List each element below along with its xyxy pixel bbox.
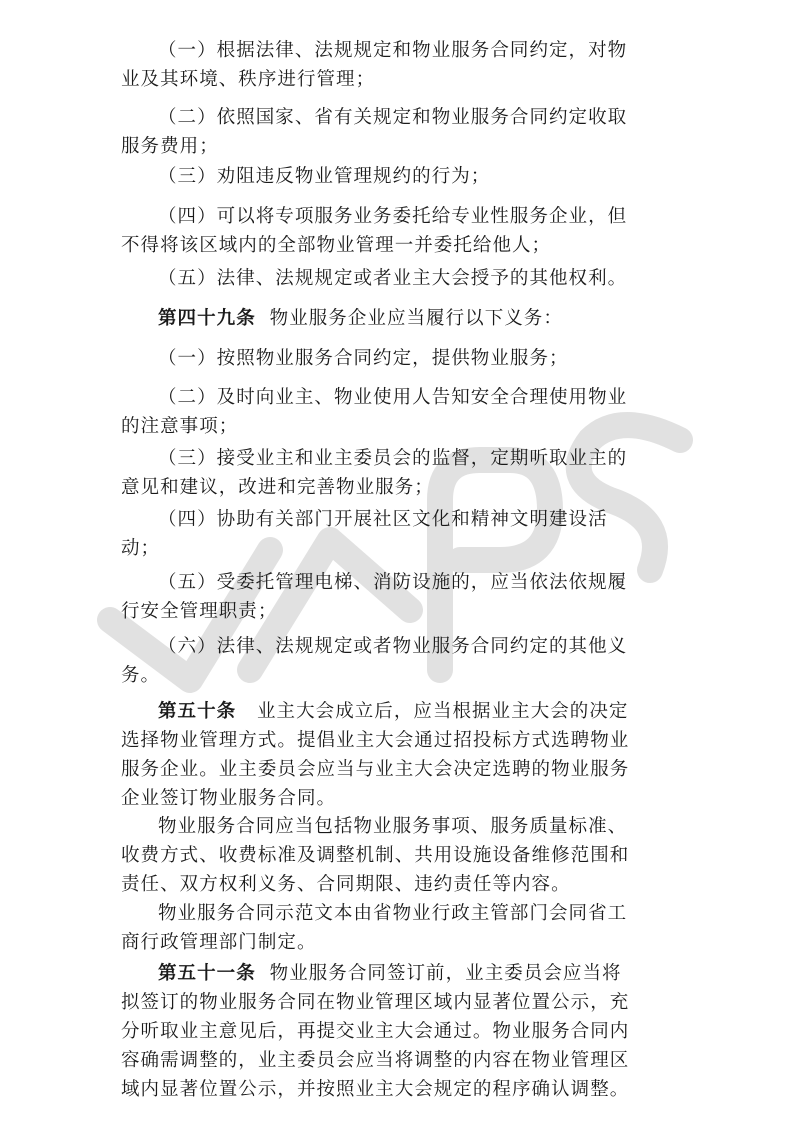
paragraph-2 — [121, 103, 669, 161]
paragraph-line: 容确需调整的，业主委员会应当将调整的内容在物业管理区 — [121, 1050, 630, 1071]
paragraph-line: （五）法律、法规规定或者业主大会授予的其他权利。 — [158, 268, 628, 289]
article-49 — [121, 304, 669, 333]
paragraph-line: 物业服务企业应当履行以下义务： — [269, 308, 563, 329]
paragraph-line: 责任、双方权利义务、合同期限、违约责任等内容。 — [121, 874, 571, 895]
paragraph-line: 拟签订的物业服务合同在物业管理区域内显著位置公示，充 — [121, 992, 630, 1013]
article-50 — [121, 697, 669, 813]
paragraph-line: 服务企业。业主委员会应当与业主大会决定选聘的物业服务 — [121, 759, 630, 780]
article-heading: 第五十一条 — [158, 963, 256, 984]
paragraph-line: 业及其环境、秩序进行管理； — [121, 69, 376, 90]
paragraph-line: 行安全管理职责； — [121, 601, 278, 622]
paragraph-line: 不得将该区域内的全部物业管理一并委托给他人； — [121, 235, 552, 256]
paragraph-line: 企业签订物业服务合同。 — [121, 788, 337, 809]
paragraph-line: （五）受委托管理电梯、消防设施的，应当依法依规履 — [158, 572, 628, 593]
paragraph-line: 域内显著位置公示，并按照业主大会规定的程序确认调整。 — [121, 1079, 630, 1100]
paragraph-line: 动； — [121, 538, 161, 559]
paragraph-line: 务。 — [121, 665, 161, 686]
paragraph-5 — [121, 264, 669, 293]
paragraph-line: 物业服务合同签订前，业主委员会应当将 — [269, 963, 622, 984]
paragraph-line: 服务费用； — [121, 136, 219, 157]
paragraph-line: 物业服务合同示范文本由省物业行政主管部门会同省工 — [158, 903, 628, 924]
paragraph-line: 意见和建议，改进和完善物业服务； — [121, 477, 434, 498]
paragraph-1 — [121, 36, 669, 94]
paragraph-line: （四）协助有关部门开展社区文化和精神文明建设活 — [158, 509, 608, 530]
paragraph-line: （三）劝阻违反物业管理规约的行为； — [158, 166, 491, 187]
paragraph-line: （三）接受业主和业主委员会的监督，定期听取业主的 — [158, 448, 628, 469]
paragraph-15 — [121, 899, 669, 957]
paragraph-8 — [121, 383, 669, 441]
paragraph-3 — [121, 162, 669, 191]
paragraph-line: 的注意事项； — [121, 416, 239, 437]
paragraph-line: （二）依照国家、省有关规定和物业服务合同约定收取 — [158, 107, 628, 128]
paragraph-line: （四）可以将专项服务业务委托给专业性服务企业，但 — [158, 206, 628, 227]
paragraph-7 — [121, 344, 669, 373]
paragraph-line: （二）及时向业主、物业使用人告知安全合理使用物业 — [158, 387, 628, 408]
article-heading: 第五十条 — [158, 701, 237, 722]
paragraph-line: （六）法律、法规规定或者物业服务合同约定的其他义 — [158, 636, 628, 657]
paragraph-12 — [121, 632, 669, 690]
paragraph-11 — [121, 568, 669, 626]
paragraph-line: （一）按照物业服务合同约定，提供物业服务； — [158, 348, 569, 369]
paragraph-line: 选择物业管理方式。提倡业主大会通过招投标方式选聘物业 — [121, 730, 630, 751]
paragraph-line: 商行政管理部门制定。 — [121, 932, 317, 953]
paragraph-line: 收费方式、收费标准及调整机制、共用设施设备维修范围和 — [121, 845, 630, 866]
article-heading: 第四十九条 — [158, 308, 256, 329]
paragraph-10 — [121, 505, 669, 563]
paragraph-line: 物业服务合同应当包括物业服务事项、服务质量标准、 — [158, 816, 628, 837]
paragraph-4 — [121, 202, 669, 260]
paragraph-line: （一）根据法律、法规规定和物业服务合同约定，对物 — [158, 40, 628, 61]
paragraph-14 — [121, 812, 669, 899]
paragraph-9 — [121, 444, 669, 502]
paragraph-line: 分听取业主意见后，再提交业主大会通过。物业服务合同内 — [121, 1021, 630, 1042]
paragraph-line: 业主大会成立后，应当根据业主大会的决定 — [257, 701, 629, 722]
article-51 — [121, 959, 669, 1104]
